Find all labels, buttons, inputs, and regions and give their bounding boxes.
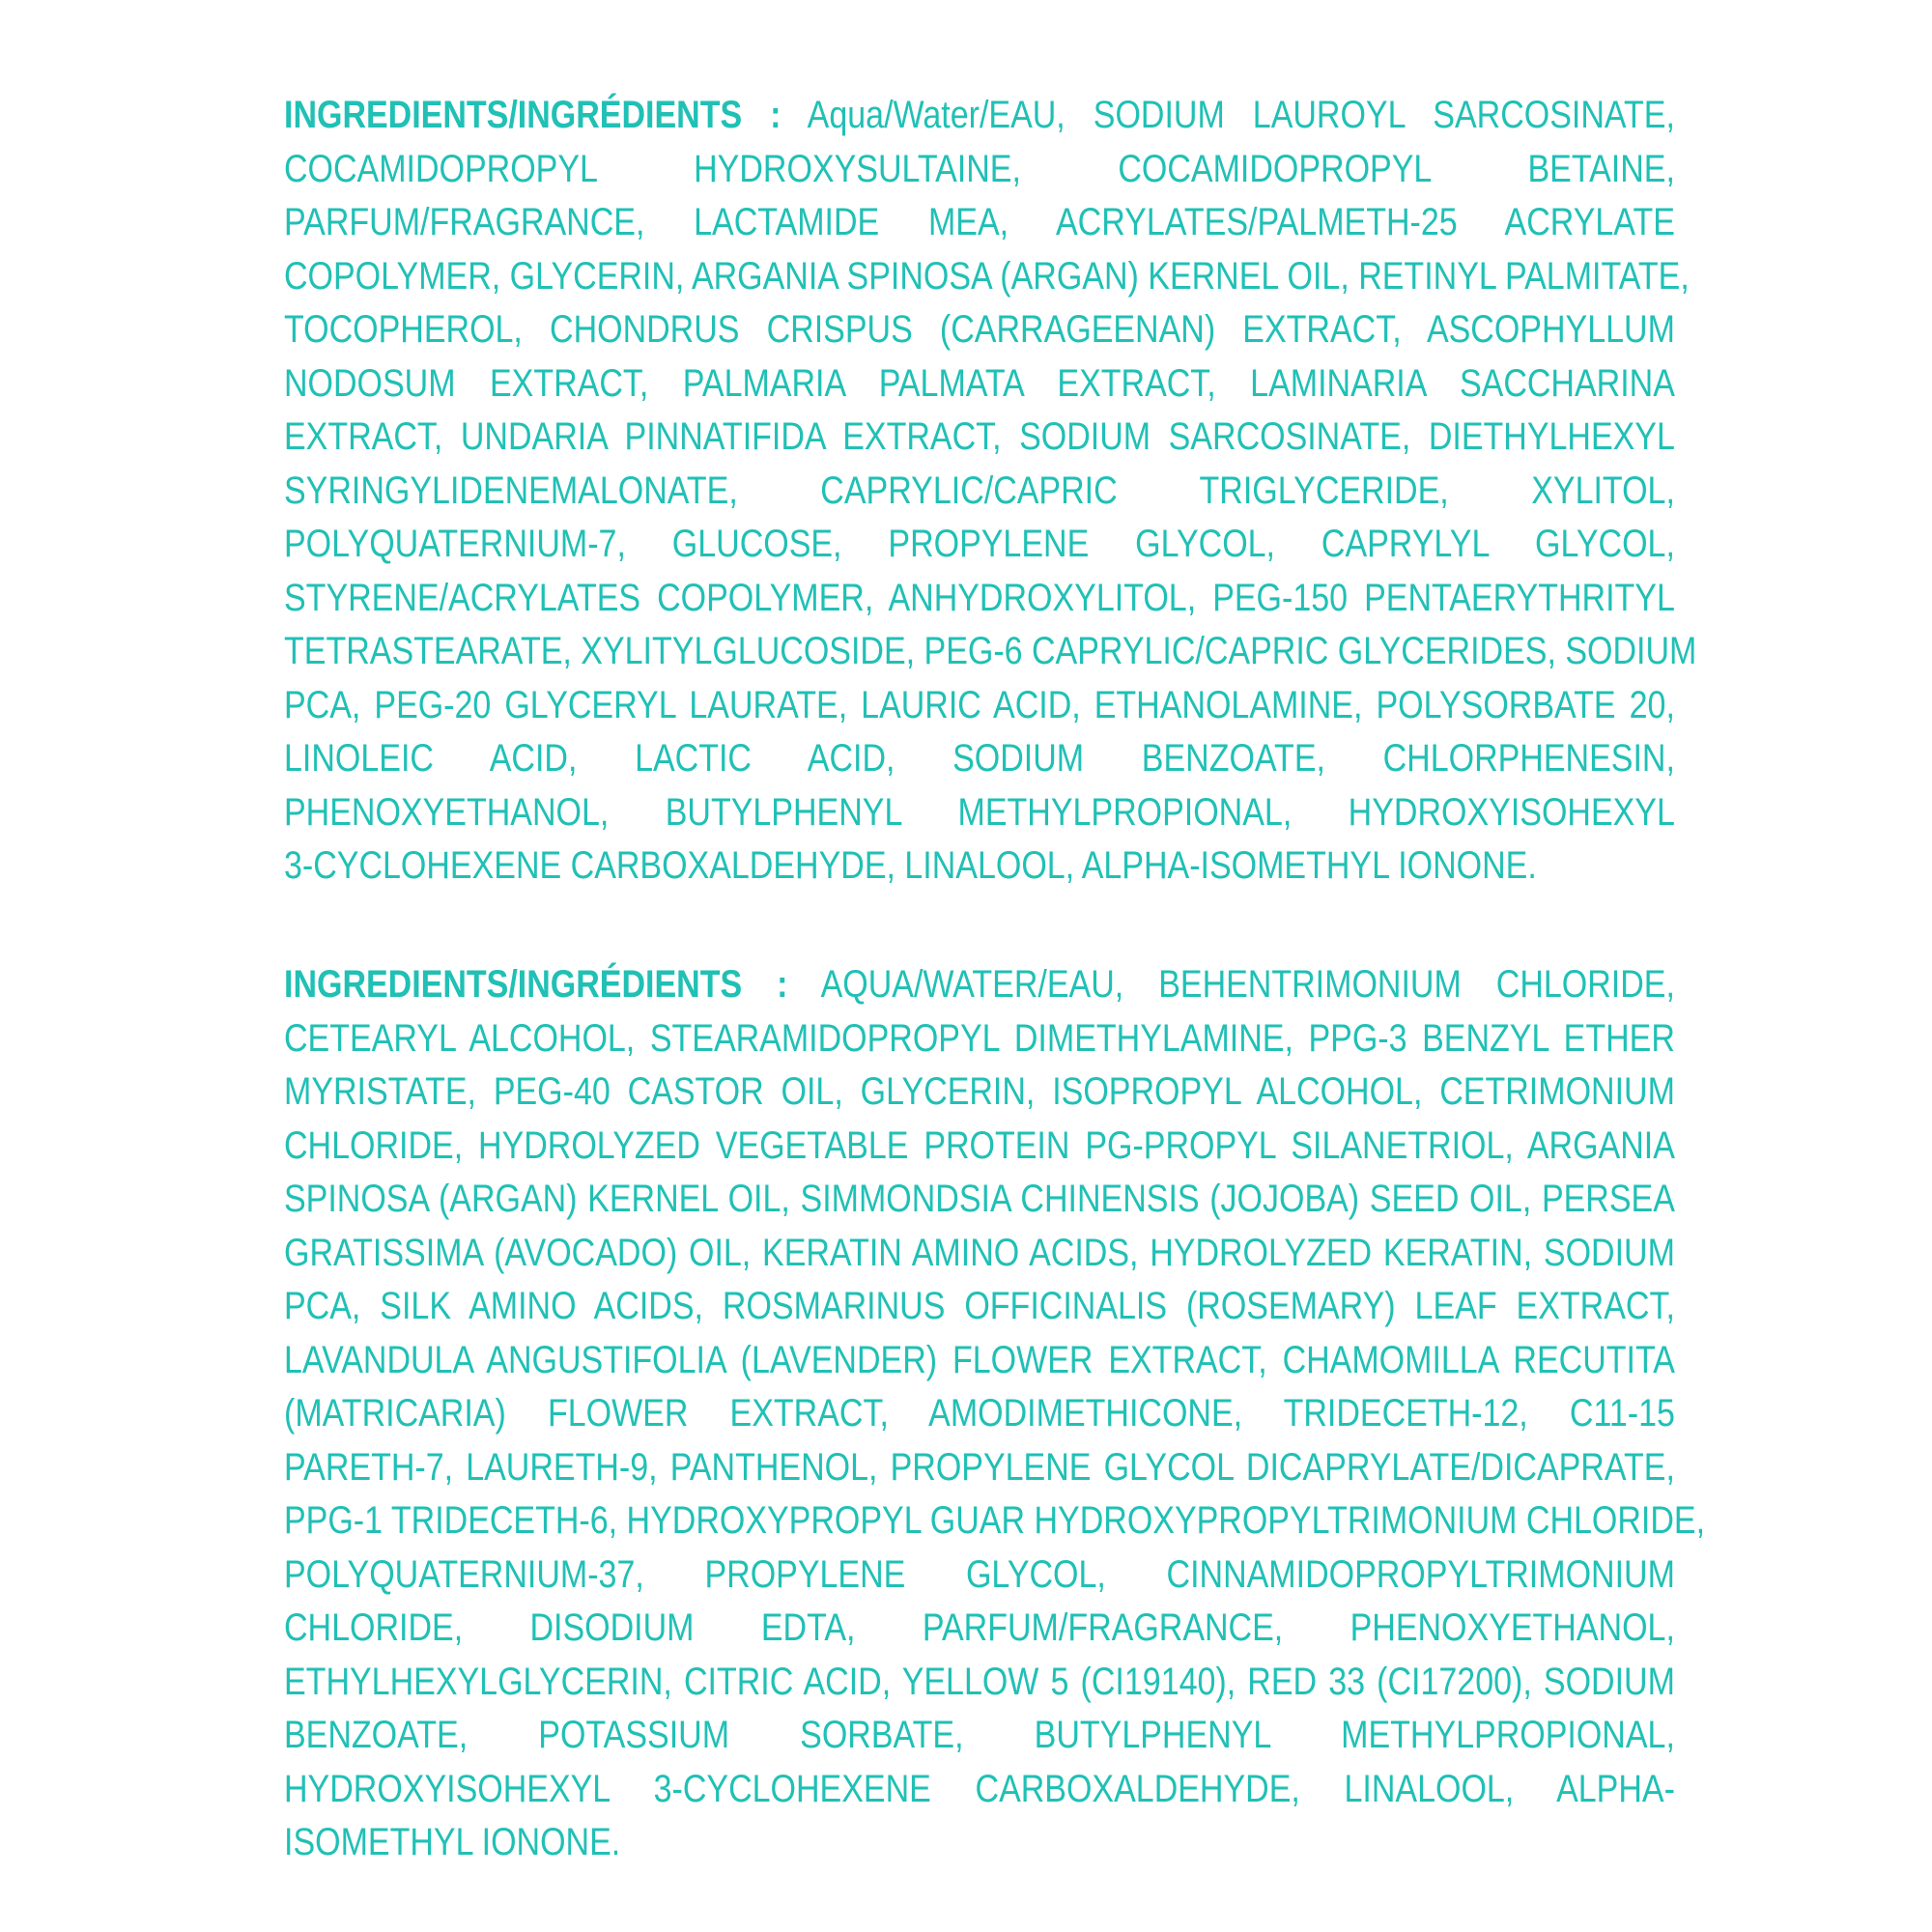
ingredient-line: 3-CYCLOHEXENE CARBOXALDEHYDE, LINALOOL, ALPHA-ISOMETHYL IONONE. (284, 844, 1537, 887)
ingredient-line: LAVANDULA ANGUSTIFOLIA (LAVENDER) FLOWER EXTRACT, CHAMOMILLA RECUTITA (284, 1338, 1675, 1381)
ingredient-line: ETHYLHEXYLGLYCERIN, CITRIC ACID, YELLOW 5 (CI19140), RED 33 (CI17200), SODIUM (284, 1660, 1675, 1703)
ingredient-line: PPG-1 TRIDECETH-6, HYDROXYPROPYL GUAR HYDROXYPROPYLTRIMONIUM CHLORIDE, (284, 1499, 1706, 1542)
ingredient-line: CETEARYL ALCOHOL, STEARAMIDOPROPYL DIMETHYLAMINE, PPG-3 BENZYL ETHER (284, 1016, 1675, 1060)
ingredient-line: POLYQUATERNIUM-7, GLUCOSE, PROPYLENE GLYCOL, CAPRYLYL GLYCOL, (284, 523, 1675, 565)
ingredient-line: POLYQUATERNIUM-37, PROPYLENE GLYCOL, CINNAMIDOPROPYLTRIMONIUM (284, 1552, 1675, 1596)
ingredient-line: PARETH-7, LAURETH-9, PANTHENOL, PROPYLENE GLYCOL DICAPRYLATE/DICAPRATE, (284, 1445, 1675, 1489)
ingredient-line: CHLORIDE, HYDROLYZED VEGETABLE PROTEIN PG-PROPYL SILANETRIOL, ARGANIA (284, 1123, 1675, 1167)
ingredient-text: AQUA/WATER/EAU, BEHENTRIMONIUM CHLORIDE, (820, 963, 1675, 1006)
ingredient-line: PCA, SILK AMINO ACIDS, ROSMARINUS OFFICINALIS (ROSEMARY) LEAF EXTRACT, (284, 1285, 1675, 1327)
ingredient-line: MYRISTATE, PEG-40 CASTOR OIL, GLYCERIN, ISOPROPYL ALCOHOL, CETRIMONIUM (284, 1070, 1675, 1113)
ingredient-line: (MATRICARIA) FLOWER EXTRACT, AMODIMETHICONE, TRIDECETH-12, C11-15 (284, 1392, 1675, 1435)
ingredient-line: NODOSUM EXTRACT, PALMARIA PALMATA EXTRACT, LAMINARIA SACCHARINA (284, 361, 1675, 405)
ingredient-line: EXTRACT, UNDARIA PINNATIFIDA EXTRACT, SODIUM SARCOSINATE, DIETHYLHEXYL (284, 415, 1675, 458)
ingredient-line (284, 958, 1675, 1012)
ingredients-heading: INGREDIENTS/INGRÉDIENTS : (284, 94, 781, 136)
ingredient-line: SPINOSA (ARGAN) KERNEL OIL, SIMMONDSIA CHINENSIS (JOJOBA) SEED OIL, PERSEA (284, 1178, 1675, 1220)
ingredient-line: LINOLEIC ACID, LACTIC ACID, SODIUM BENZOATE, CHLORPHENESIN, (284, 737, 1675, 780)
ingredient-line: STYRENE/ACRYLATES COPOLYMER, ANHYDROXYLITOL, PEG-150 PENTAERYTHRITYL (284, 576, 1675, 619)
ingredient-line: SYRINGYLIDENEMALONATE, CAPRYLIC/CAPRIC TRIGLYCERIDE, XYLITOL, (284, 469, 1675, 512)
ingredient-line: ISOMETHYL IONONE. (284, 1821, 621, 1863)
ingredient-line: TETRASTEARATE, XYLITYLGLUCOSIDE, PEG-6 CAPRYLIC/CAPRIC GLYCERIDES, SODIUM (284, 630, 1697, 672)
ingredient-line: PHENOXYETHANOL, BUTYLPHENYL METHYLPROPIONAL, HYDROXYISOHEXYL (284, 790, 1675, 834)
ingredient-line: GRATISSIMA (AVOCADO) OIL, KERATIN AMINO ACIDS, HYDROLYZED KERATIN, SODIUM (284, 1231, 1675, 1274)
ingredient-line: PARFUM/FRAGRANCE, LACTAMIDE MEA, ACRYLATES/PALMETH-25 ACRYLATE (284, 201, 1675, 243)
ingredient-line (284, 89, 1675, 143)
ingredient-line: PCA, PEG-20 GLYCERYL LAURATE, LAURIC ACID, ETHANOLAMINE, POLYSORBATE 20, (284, 683, 1675, 726)
ingredient-line: COCAMIDOPROPYL HYDROXYSULTAINE, COCAMIDOPROPYL BETAINE, (284, 147, 1675, 190)
ingredient-line: CHLORIDE, DISODIUM EDTA, PARFUM/FRAGRANCE, PHENOXYETHANOL, (284, 1606, 1675, 1649)
ingredient-line: COPOLYMER, GLYCERIN, ARGANIA SPINOSA (ARGAN) KERNEL OIL, RETINYL PALMITATE, (284, 254, 1690, 298)
ingredient-text: Aqua/Water/EAU, SODIUM LAUROYL SARCOSINATE, (807, 94, 1675, 136)
ingredients-block-2 (284, 958, 1706, 1870)
ingredient-line: TOCOPHEROL, CHONDRUS CRISPUS (CARRAGEENAN) EXTRACT, ASCOPHYLLUM (284, 308, 1675, 351)
ingredients-heading: INGREDIENTS/INGRÉDIENTS : (284, 963, 788, 1006)
ingredient-line: HYDROXYISOHEXYL 3-CYCLOHEXENE CARBOXALDEHYDE, LINALOOL, ALPHA- (284, 1767, 1675, 1810)
ingredients-block-1 (284, 89, 1697, 894)
ingredient-line: BENZOATE, POTASSIUM SORBATE, BUTYLPHENYL METHYLPROPIONAL, (284, 1714, 1675, 1756)
